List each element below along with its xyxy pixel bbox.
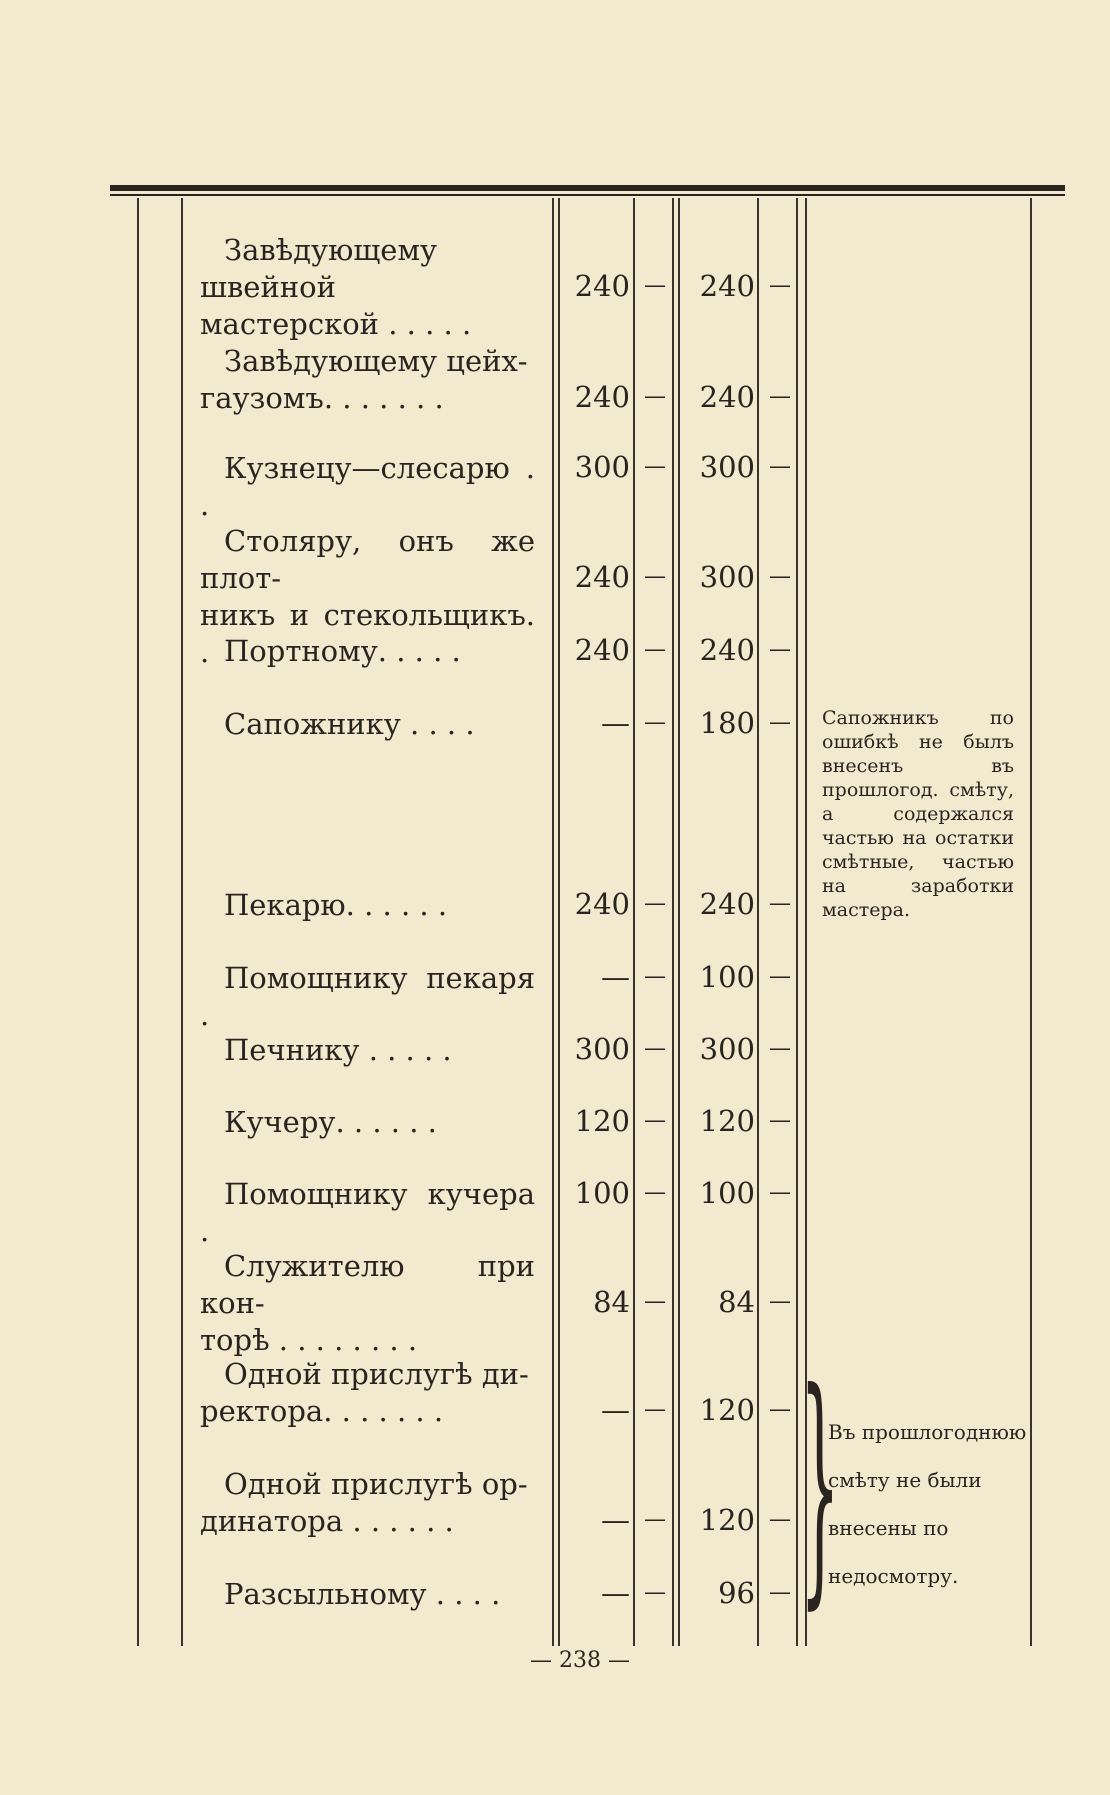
kopecks-previous: — <box>644 273 666 298</box>
amount-previous: 100 <box>574 1176 630 1210</box>
column-line <box>633 198 635 1646</box>
kopecks-previous: — <box>644 891 666 916</box>
amount-previous: 300 <box>574 1032 630 1066</box>
amount-current: 120 <box>699 1393 755 1427</box>
row-label-line: Кузнецу—слесарю . . <box>200 451 535 522</box>
row-label-line: Завѣдующему швейной <box>200 233 438 304</box>
row-label-line: никъ и стекольщикъ. . <box>200 598 535 669</box>
column-line <box>672 198 674 1646</box>
kopecks-current: — <box>769 1036 791 1061</box>
column-line <box>552 198 554 1646</box>
column-line <box>181 198 183 1646</box>
kopecks-current: — <box>769 1507 791 1532</box>
kopecks-previous: — <box>644 1108 666 1133</box>
kopecks-previous: — <box>644 1289 666 1314</box>
row-label <box>200 960 535 1034</box>
row-label-line: Пекарю. . . . . . <box>224 888 448 922</box>
amount-previous: 84 <box>593 1285 630 1319</box>
amount-current: 120 <box>699 1104 755 1138</box>
amount-current: 300 <box>699 450 755 484</box>
kopecks-previous: — <box>644 710 666 735</box>
kopecks-previous: — <box>644 384 666 409</box>
row-label <box>200 1466 535 1540</box>
column-line <box>678 198 680 1646</box>
row-label-line: Портному. . . . . <box>224 634 461 668</box>
kopecks-current: — <box>769 384 791 409</box>
row-label-line: Одной прислугѣ ди- <box>224 1357 529 1391</box>
row-label-line: Служителю при кон- <box>200 1249 535 1320</box>
amount-previous: 240 <box>574 269 630 303</box>
amount-current: 84 <box>718 1285 755 1319</box>
amount-previous: — <box>601 960 630 994</box>
amount-previous: 120 <box>574 1104 630 1138</box>
column-line <box>1030 198 1032 1646</box>
row-label <box>200 1576 535 1613</box>
row-label <box>200 343 535 417</box>
amount-previous: 240 <box>574 380 630 414</box>
row-label-line: Помощнику кучера . <box>200 1177 535 1248</box>
kopecks-previous: — <box>644 564 666 589</box>
kopecks-previous: — <box>644 1397 666 1422</box>
row-label <box>200 1104 535 1141</box>
kopecks-current: — <box>769 273 791 298</box>
amount-current: 96 <box>718 1576 755 1610</box>
top-rule <box>110 185 1065 191</box>
row-label-line: ректора. . . . . . . <box>200 1394 444 1428</box>
row-label <box>200 450 535 524</box>
row-label <box>200 633 535 670</box>
row-label <box>200 1176 535 1250</box>
kopecks-current: — <box>769 1289 791 1314</box>
amount-previous: — <box>601 1393 630 1427</box>
row-label-line: Печнику . . . . . <box>224 1033 452 1067</box>
row-label-line: Помощнику пекаря . <box>200 961 535 1032</box>
row-label-line: мастерской . . . . . <box>200 307 472 341</box>
kopecks-current: — <box>769 891 791 916</box>
amount-current: 240 <box>699 887 755 921</box>
row-label <box>200 1032 535 1069</box>
row-label-line: Столяру, онъ же плот- <box>200 524 535 595</box>
note-omitted: Въ прошлогоднюю смѣту не были внесены по недосмотру. <box>828 1420 1027 1588</box>
amount-current: 100 <box>699 1176 755 1210</box>
amount-previous: 300 <box>574 450 630 484</box>
amount-current: 100 <box>699 960 755 994</box>
amount-current: 240 <box>699 269 755 303</box>
amount-current: 240 <box>699 633 755 667</box>
kopecks-previous: — <box>644 1507 666 1532</box>
kopecks-current: — <box>769 964 791 989</box>
kopecks-current: — <box>769 710 791 735</box>
kopecks-current: — <box>769 637 791 662</box>
amount-previous: 240 <box>574 560 630 594</box>
row-label-line: Разсыльному . . . . <box>224 1577 501 1611</box>
kopecks-previous: — <box>644 1580 666 1605</box>
row-label <box>200 1248 535 1359</box>
amount-current: 240 <box>699 380 755 414</box>
row-label <box>200 1356 535 1430</box>
kopecks-current: — <box>769 1108 791 1133</box>
amount-previous: 240 <box>574 633 630 667</box>
amount-previous: — <box>601 1503 630 1537</box>
kopecks-previous: — <box>644 637 666 662</box>
kopecks-current: — <box>769 1397 791 1422</box>
row-label-line: Кучеру. . . . . . <box>224 1105 437 1139</box>
kopecks-previous: — <box>644 1180 666 1205</box>
kopecks-current: — <box>769 1580 791 1605</box>
column-line <box>796 198 798 1646</box>
column-line <box>757 198 759 1646</box>
row-label <box>200 887 535 924</box>
column-line <box>137 198 139 1646</box>
amount-previous: — <box>601 1576 630 1610</box>
amount-current: 120 <box>699 1503 755 1537</box>
amount-current: 180 <box>699 706 755 740</box>
kopecks-current: — <box>769 454 791 479</box>
page-number: — 238 — <box>530 1648 630 1673</box>
row-label-line: Сапожнику . . . . <box>224 707 475 741</box>
amount-previous: 240 <box>574 887 630 921</box>
row-label-line: Одной прислугѣ ор- <box>224 1467 528 1501</box>
row-label-line: гаузомъ. . . . . . . <box>200 381 444 415</box>
row-label <box>200 232 535 343</box>
amount-previous: — <box>601 706 630 740</box>
amount-current: 300 <box>699 560 755 594</box>
kopecks-previous: — <box>644 454 666 479</box>
top-rule-thin <box>110 194 1065 196</box>
column-line <box>558 198 560 1646</box>
row-label-line: торѣ . . . . . . . . <box>200 1323 418 1357</box>
brace-icon: } <box>800 1339 840 1630</box>
row-label <box>200 706 535 743</box>
row-label-line: динатора . . . . . . <box>200 1504 454 1538</box>
kopecks-previous: — <box>644 964 666 989</box>
row-label-line: Завѣдующему цейх- <box>224 344 528 378</box>
kopecks-current: — <box>769 1180 791 1205</box>
kopecks-previous: — <box>644 1036 666 1061</box>
amount-current: 300 <box>699 1032 755 1066</box>
note-shoemaker: Сапожникъ по ошибкѣ не былъ внесенъ въ прошлогод. смѣту, а содержался частью на остатки смѣтные, частью на заработки мастера. <box>822 707 1014 921</box>
kopecks-current: — <box>769 564 791 589</box>
